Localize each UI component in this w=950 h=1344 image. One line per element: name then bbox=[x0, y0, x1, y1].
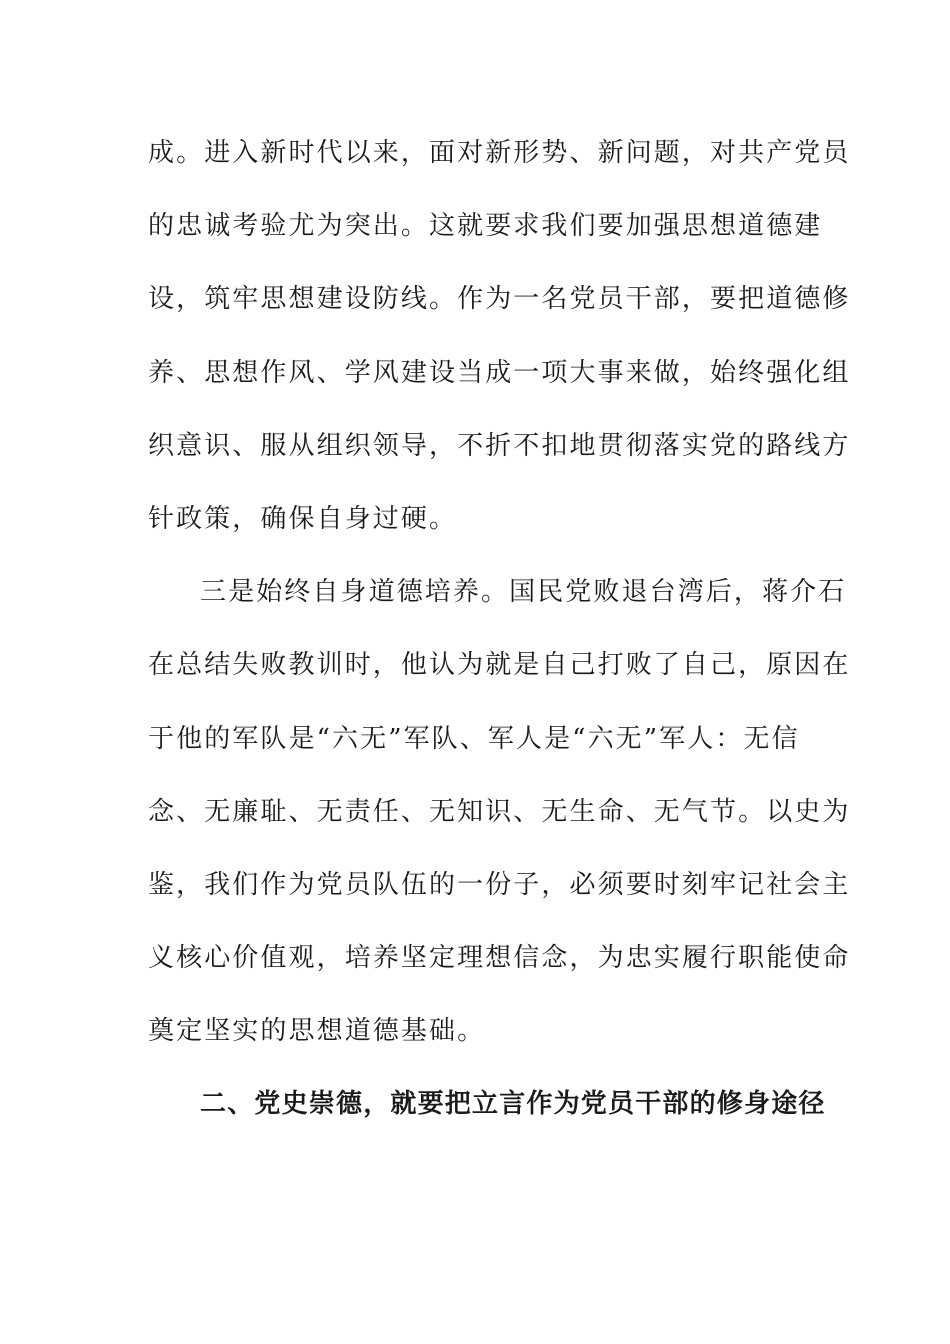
paragraph-line: 养、思想作风、学风建设当成一项大事来做，始终强化组 bbox=[148, 357, 851, 388]
paragraph-line: 的忠诚考验尤为突出。这就要求我们要加强思想道德建 bbox=[148, 211, 823, 242]
paragraph-line: 义核心价值观，培养坚定理想信念，为忠实履行职能使命 bbox=[148, 943, 851, 974]
paragraph-line: 鉴，我们作为党员队伍的一份子，必须要时刻牢记社会主 bbox=[148, 869, 851, 900]
paragraph-line: 三是始终自身道德培养。国民党败退台湾后，蒋介石 bbox=[200, 577, 847, 608]
document-body bbox=[148, 124, 851, 1149]
paragraph-line: 在总结失败教训时，他认为就是自己打败了自己，原因在 bbox=[148, 650, 851, 681]
paragraph-line: 针政策，确保自身过硬。 bbox=[148, 503, 458, 534]
paragraph-line: 于他的军队是“六无”军队、军人是“六无”军人：无信 bbox=[148, 723, 800, 754]
section-heading: 二、党史崇德，就要把立言作为党员干部的修身途径 bbox=[200, 1089, 826, 1120]
paragraph-line: 奠定坚实的思想道德基础。 bbox=[148, 1016, 486, 1047]
paragraph-line: 成。进入新时代以来，面对新形势、新问题，对共产党员 bbox=[148, 138, 851, 168]
paragraph-line: 念、无廉耻、无责任、无知识、无生命、无气节。以史为 bbox=[148, 796, 851, 827]
paragraph-line: 织意识、服从组织领导，不折不扣地贯彻落实党的路线方 bbox=[148, 430, 851, 461]
paragraph-line: 设，筑牢思想建设防线。作为一名党员干部，要把道德修 bbox=[148, 284, 851, 315]
